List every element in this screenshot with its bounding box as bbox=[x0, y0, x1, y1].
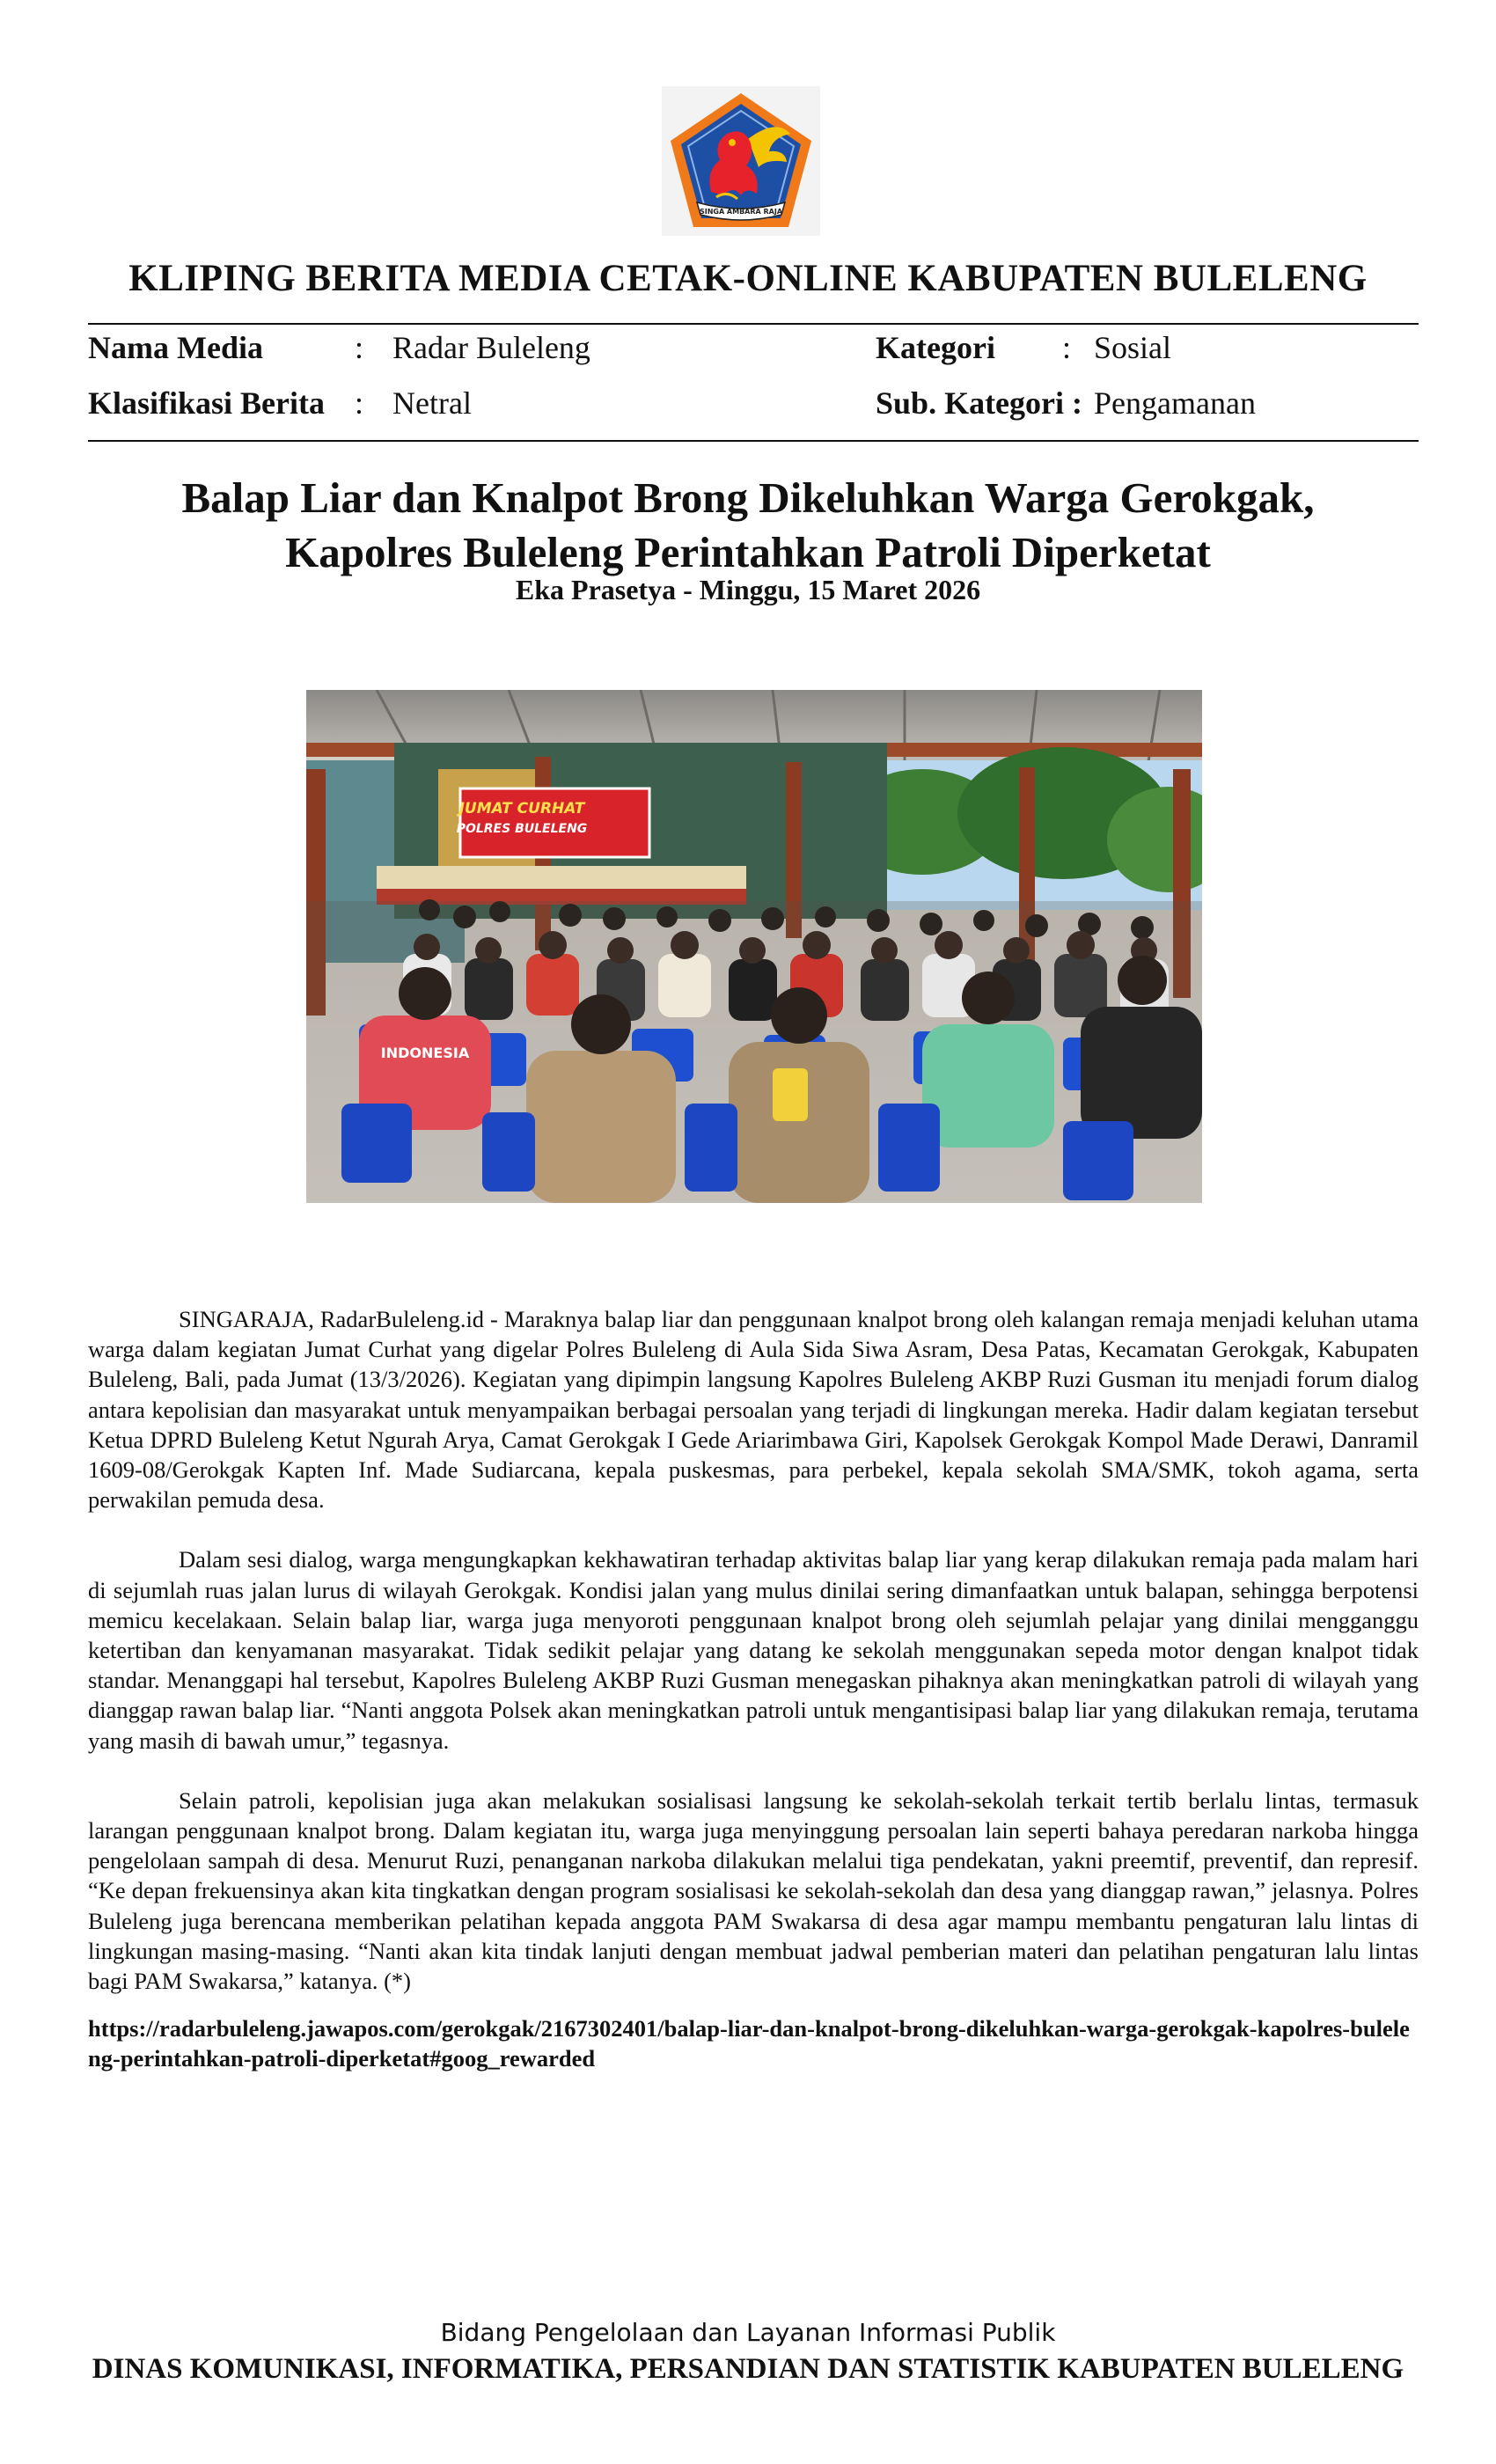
article-body bbox=[88, 1304, 1419, 2026]
article-photo bbox=[306, 690, 1202, 1203]
sub-kategori-label: Sub. Kategori : bbox=[876, 385, 1083, 421]
regency-logo bbox=[662, 86, 820, 236]
article-byline: Eka Prasetya - Minggu, 15 Maret 2026 bbox=[515, 574, 981, 605]
emblem-ribbon-text: SINGA AMBARA RAJA bbox=[699, 208, 783, 216]
footer-division: Bidang Pengelolaan dan Layanan Informasi Publik bbox=[440, 2318, 1056, 2347]
nama-media-colon: : bbox=[355, 330, 364, 365]
banner-line-1: JUMAT CURHAT bbox=[458, 800, 585, 818]
singa-ambara-raja-emblem bbox=[662, 86, 820, 236]
source-url[interactable]: https://radarbuleleng.jawapos.com/gerokgak/2167302401/balap-liar-dan-knalpot-brong-dikeluhkan-warga-gerokgak-kapolres-buleleng-perintahkan-patroli-diperketat#goog_rewarded bbox=[88, 2015, 1410, 2072]
nama-media-label: Nama Media bbox=[88, 330, 263, 365]
klasifikasi-berita-label: Klasifikasi Berita bbox=[88, 385, 325, 421]
article-paragraph: Selain patroli, kepolisian juga akan melakukan sosialisasi langsung ke sekolah-sekolah terkait tertib berlalu lintas, termasuk larangan penggunaan knalpot brong. Dalam kegiatan itu, warga juga menyinggung persoalan lain seperti bahaya peredaran narkoba hingga pengelolaan sampah di desa. Menurut Ruzi, penanganan narkoba dilakukan melalui tiga pendekatan, yakni preemtif, preventif, dan represif. “Ke depan frekuensinya akan kita tingkatkan dengan program sosialisasi ke sekolah-sekolah dan desa yang dianggap rawan,” jelasnya. Polres Buleleng juga berencana memberikan pelatihan kepada anggota PAM Swakarsa di desa agar mampu membantu pengaturan lalu lintas di lingkungan masing-masing. “Nanti akan kita tindak lanjuti dengan membuat jadwal pemberian materi dan pelatihan pengaturan lalu lintas bagi PAM Swakarsa,” katanya. (*) bbox=[88, 1786, 1419, 1995]
sub-kategori-value: Pengamanan bbox=[1094, 385, 1256, 421]
header-divider-bottom bbox=[88, 440, 1419, 442]
headline-line-1: Balap Liar dan Knalpot Brong Dikeluhkan Warga Gerokgak, bbox=[181, 473, 1315, 522]
banner-line-2: POLRES BULELENG bbox=[456, 822, 588, 836]
article-headline bbox=[0, 471, 1496, 580]
article-paragraph: Dalam sesi dialog, warga mengungkapkan kekhawatiran terhadap aktivitas balap liar yang kerap dilakukan remaja pada malam hari di sejumlah ruas jalan lurus di wilayah Gerokgak. Kondisi jalan yang mulus dinilai sering dimanfaatkan untuk balapan, sehingga berpotensi memicu kecelakaan. Selain balap liar, warga juga menyoroti penggunaan knalpot brong oleh sejumlah pelajar yang dinilai mengganggu ketertiban dan kenyamanan masyarakat. Tidak sedikit pelajar yang datang ke sekolah menggunakan sepeda motor dengan knalpot tidak standar. Menanggapi hal tersebut, Kapolres Buleleng AKBP Ruzi Gusman menegaskan pihaknya akan meningkatkan patroli di wilayah yang dianggap rawan balap liar. “Nanti anggota Polsek akan meningkatkan patroli untuk mengantisipasi balap liar yang dilakukan remaja, terutama yang masih di bawah umur,” tegasnya. bbox=[88, 1546, 1419, 1754]
jumat-curhat-event-photo bbox=[306, 690, 1202, 1203]
kategori-colon: : bbox=[1062, 330, 1072, 365]
clipping-header-title: KLIPING BERITA MEDIA CETAK-ONLINE KABUPATEN BULELENG bbox=[128, 258, 1368, 299]
klasifikasi-berita-colon: : bbox=[355, 385, 364, 421]
kategori-value: Sosial bbox=[1094, 330, 1172, 365]
article-paragraph: SINGARAJA, RadarBuleleng.id - Maraknya balap liar dan penggunaan knalpot brong oleh kalangan remaja menjadi keluhan utama warga dalam kegiatan Jumat Curhat yang digelar Polres Buleleng di Aula Sida Siwa Asram, Desa Patas, Kecamatan Gerokgak, Kabupaten Buleleng, Bali, pada Jumat (13/3/2026). Kegiatan yang dipimpin langsung Kapolres Buleleng AKBP Ruzi Gusman itu menjadi forum dialog antara kepolisian dan masyarakat untuk menyampaikan berbagai persoalan yang terjadi di lingkungan mereka. Hadir dalam kegiatan tersebut Ketua DPRD Buleleng Ketut Ngurah Arya, Camat Gerokgak I Gede Ariarimbawa Giri, Kapolsek Gerokgak Kompol Made Derawi, Danramil 1609-08/Gerokgak Kapten Inf. Made Sudiarcana, kepala puskesmas, para perbekel, kepala sekolah SMA/SMK, tokoh agama, serta perwakilan pemuda desa. bbox=[88, 1306, 1419, 1514]
footer-agency: DINAS KOMUNIKASI, INFORMATIKA, PERSANDIAN DAN STATISTIK KABUPATEN BULELENG bbox=[92, 2353, 1404, 2385]
klasifikasi-berita-value: Netral bbox=[392, 385, 472, 421]
headline-line-2: Kapolres Buleleng Perintahkan Patroli Diperketat bbox=[285, 528, 1211, 576]
kategori-label: Kategori bbox=[876, 330, 995, 365]
nama-media-value: Radar Buleleng bbox=[392, 330, 590, 365]
header-divider-top bbox=[88, 323, 1419, 325]
shirt-text: INDONESIA bbox=[380, 1045, 470, 1061]
